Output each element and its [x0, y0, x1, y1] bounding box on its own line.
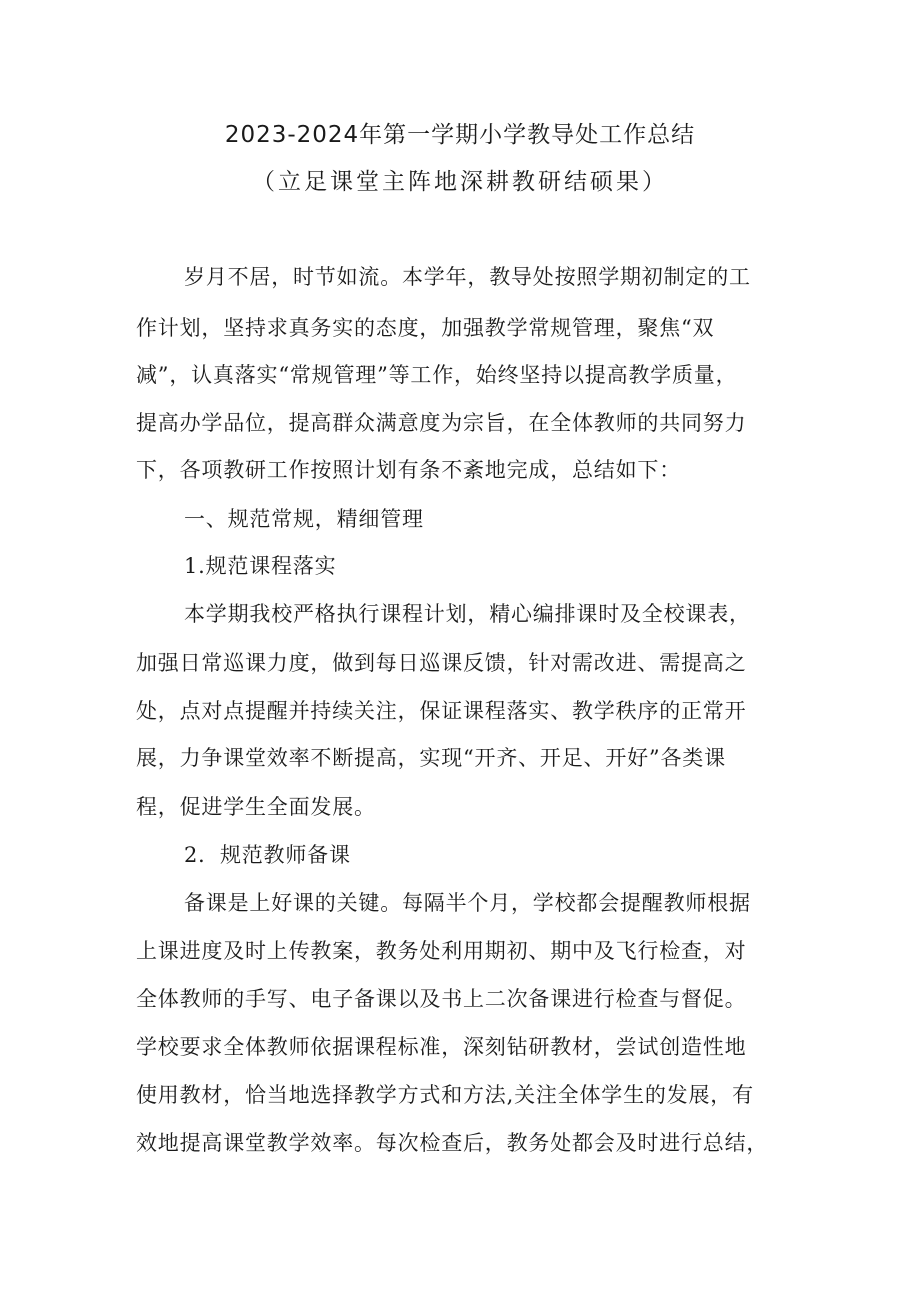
section-heading: 一、规范常规，精细管理 — [184, 507, 424, 531]
paragraph-line: 作计划，坚持求真务实的态度，加强教学常规管理，聚焦“双 — [136, 316, 715, 340]
paragraph-line: 提高办学品位，提高群众满意度为宗旨，在全体教师的共同努力 — [136, 411, 747, 435]
paragraph-line: 展，力争课堂效率不断提高，实现“开齐、开足、开好”各类课 — [136, 746, 726, 770]
paragraph-line: 全体教师的手写、电子备课以及书上二次备课进行检查与督促。 — [136, 987, 747, 1011]
paragraph-line: 岁月不居，时节如流。本学年，教导处按照学期初制定的工 — [184, 265, 751, 289]
paragraph-line: 学校要求全体教师依据课程标准，深刻钻研教材，尝试创造性地 — [136, 1035, 747, 1059]
paragraph-line: 加强日常巡课力度，做到每日巡课反馈，针对需改进、需提高之 — [136, 651, 747, 675]
subsection-heading: 1.规范课程落实 — [184, 554, 337, 578]
document-title: 2023-2024年第一学期小学教导处工作总结 — [224, 122, 696, 148]
paragraph-line: 使用教材，恰当地选择教学方式和方法,关注全体学生的发展，有 — [136, 1083, 754, 1107]
paragraph-line: 备课是上好课的关键。每隔半个月，学校都会提醒教师根据 — [184, 891, 751, 915]
paragraph-line: 减”，认真落实“常规管理”等工作，始终坚持以提高教学质量， — [136, 363, 738, 387]
paragraph-line: 效地提高课堂教学效率。每次检查后，教务处都会及时进行总结， — [136, 1131, 769, 1155]
paragraph-line: 下，各项教研工作按照计划有条不紊地完成，总结如下： — [136, 458, 681, 482]
paragraph-line: 程，促进学生全面发展。 — [136, 795, 376, 819]
document-subtitle: （立足课堂主阵地深耕教研结硕果） — [252, 169, 668, 195]
paragraph-line: 上课进度及时上传教案，教务处利用期初、期中及飞行检查，对 — [136, 939, 747, 963]
paragraph-line: 处，点对点提醒并持续关注，保证课程落实、教学秩序的正常开 — [136, 699, 747, 723]
paragraph-line: 本学期我校严格执行课程计划，精心编排课时及全校课表， — [184, 602, 751, 626]
subsection-heading: 2．规范教师备课 — [184, 843, 351, 867]
